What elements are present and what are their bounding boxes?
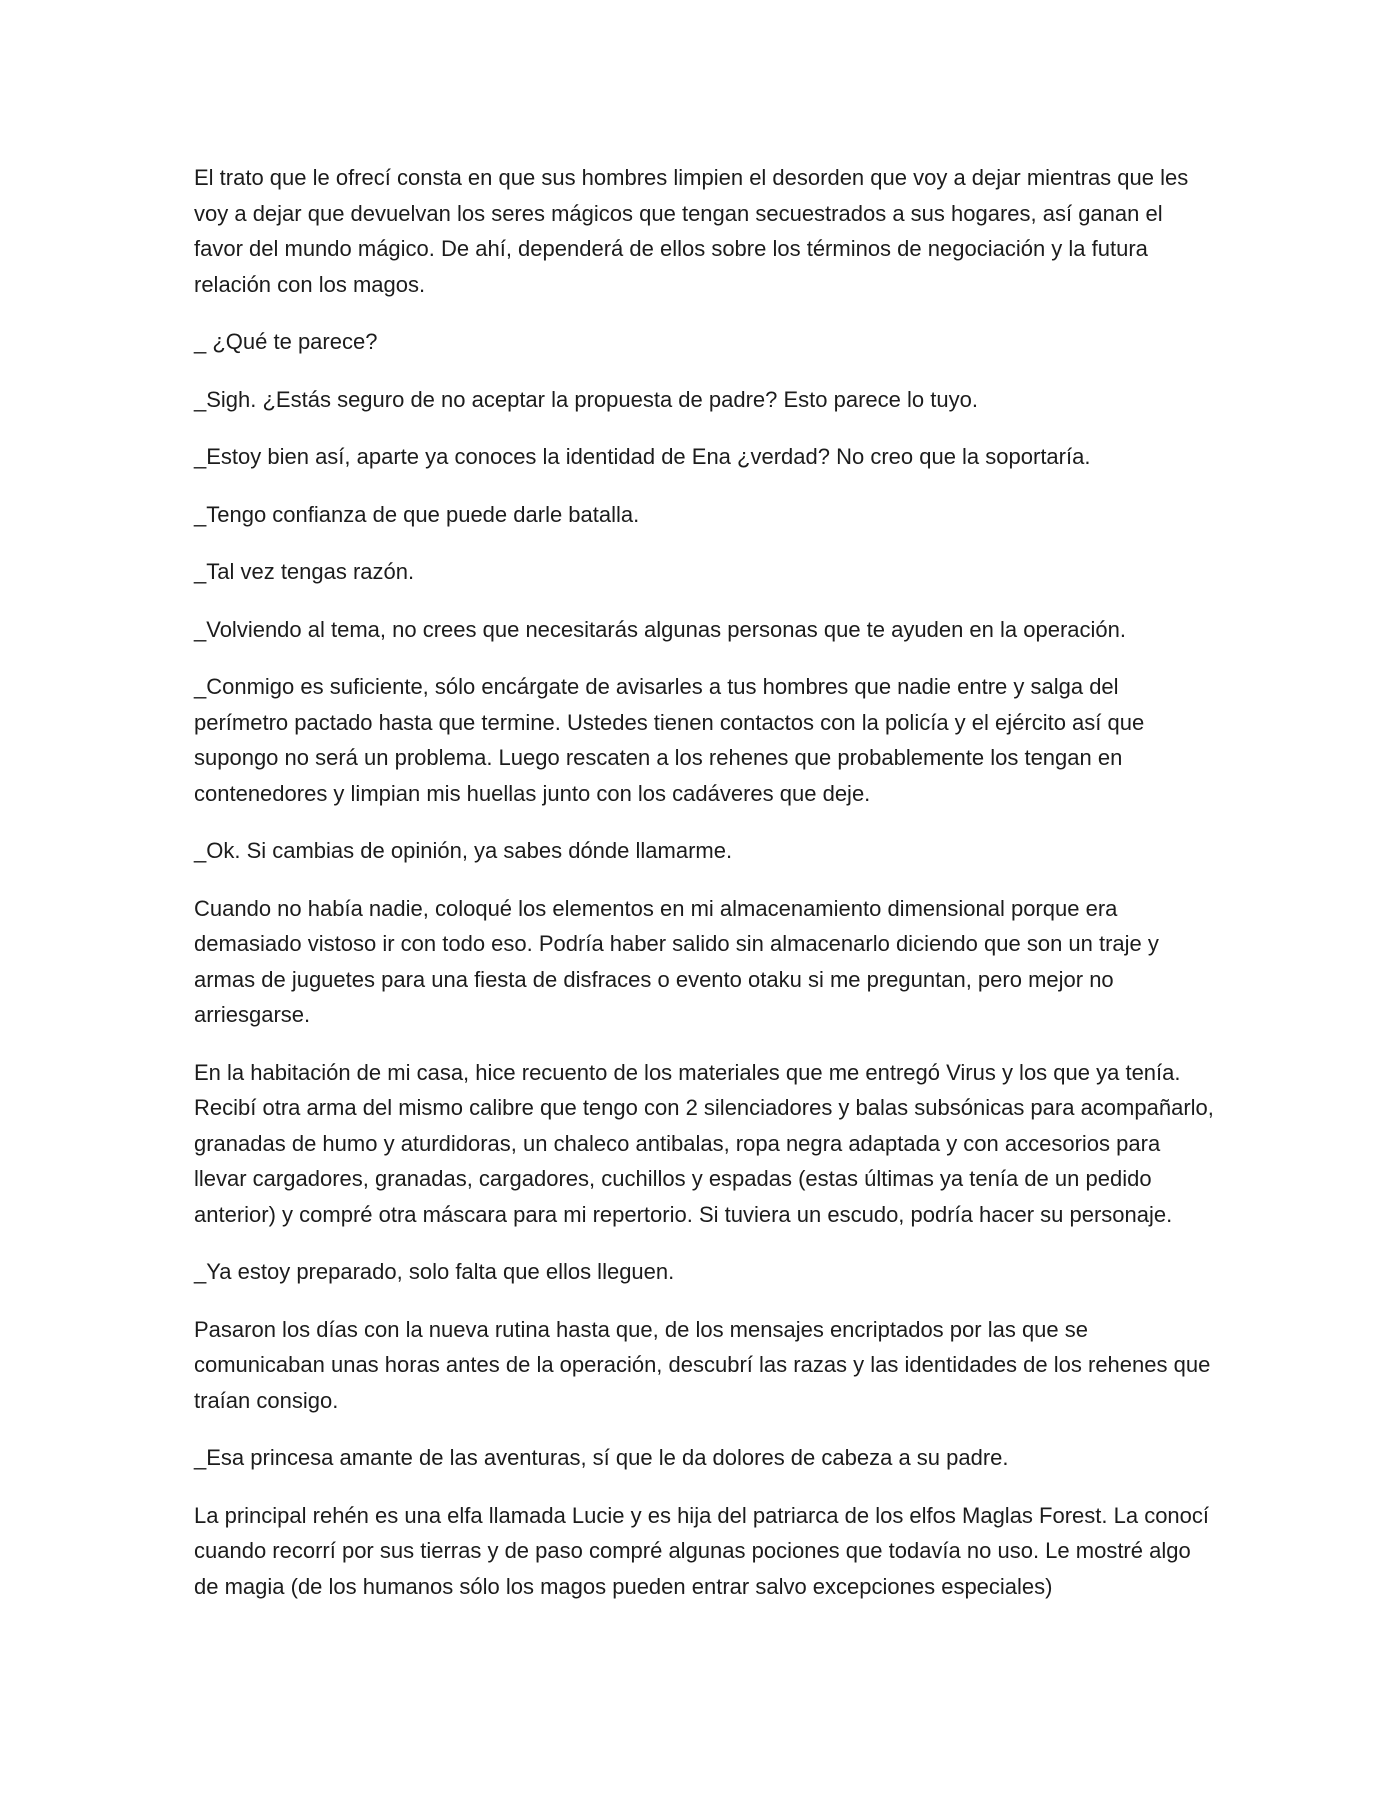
paragraph: _Tal vez tengas razón.	[194, 559, 415, 584]
paragraph: _Sigh. ¿Estás seguro de no aceptar la propuesta de padre? Esto parece lo tuyo.	[194, 386, 978, 412]
paragraph: La principal rehén es una elfa llamada Lucie y es hija del patriarca de los elfos Maglas Forest. La conocí cuando recorrí por sus tierras y de paso compré algunas pociones que todavía no uso. Le mostré algo de magia (de los humanos sólo los magos pueden entrar salvo excepciones especiales)	[194, 1502, 1210, 1599]
paragraph: _Esa princesa amante de las aventuras, sí que le da dolores de cabeza a su padre.	[194, 1445, 1009, 1470]
paragraph: _Tengo confianza de que puede darle batalla.	[194, 501, 640, 527]
paragraph: El trato que le ofrecí consta en que sus hombres limpien el desorden que voy a dejar mientras que les voy a dejar que devuelvan los seres mágicos que tengan secuestrados a sus hogares, así ganan el favor del mundo mágico. De ahí, dependerá de ellos sobre los términos de negociación y la futura relación con los magos.	[194, 165, 1189, 297]
paragraph: _Volviendo al tema, no crees que necesitarás algunas personas que te ayuden en la operación.	[194, 616, 1126, 642]
paragraph: Cuando no había nadie, coloqué los elementos en mi almacenamiento dimensional porque era demasiado vistoso ir con todo eso. Podría haber salido sin almacenarlo diciendo que son un traje y armas de juguetes para una fiesta de disfraces o evento otaku si me preguntan, pero mejor no arriesgarse.	[194, 895, 1159, 1027]
paragraph: _Conmigo es suficiente, sólo encárgate de avisarles a tus hombres que nadie entre y salga del perímetro pactado hasta que termine. Ustedes tienen contactos con la policía y el ejército así que supongo no será un problema. Luego rescaten a los rehenes que probablemente los tengan en contenedores y limpian mis huellas junto con los cadáveres que deje.	[194, 674, 1145, 806]
paragraph: _Ya estoy preparado, solo falta que ellos lleguen.	[194, 1259, 675, 1284]
document-body	[194, 160, 1214, 1626]
paragraph: En la habitación de mi casa, hice recuento de los materiales que me entregó Virus y los que ya tenía. Recibí otra arma del mismo calibre que tengo con 2 silenciadores y balas subsónicas para acompañarlo, granadas de humo y aturdidoras, un chaleco antibalas, ropa negra adaptada y con accesorios para llevar cargadores, granadas, cargadores, cuchillos y espadas (estas últimas ya tenía de un pedido anterior) y compré otra máscara para mi repertorio. Si tuviera un escudo, podría hacer su personaje.	[194, 1059, 1214, 1227]
paragraph: _Estoy bien así, aparte ya conoces la identidad de Ena ¿verdad? No creo que la soportaría.	[194, 444, 1091, 469]
paragraph: _ ¿Qué te parece?	[194, 329, 378, 354]
paragraph: Pasaron los días con la nueva rutina hasta que, de los mensajes encriptados por las que se comunicaban unas horas antes de la operación, descubrí las razas y las identidades de los rehenes que traían consigo.	[194, 1316, 1211, 1413]
paragraph: _Ok. Si cambias de opinión, ya sabes dónde llamarme.	[194, 838, 733, 863]
